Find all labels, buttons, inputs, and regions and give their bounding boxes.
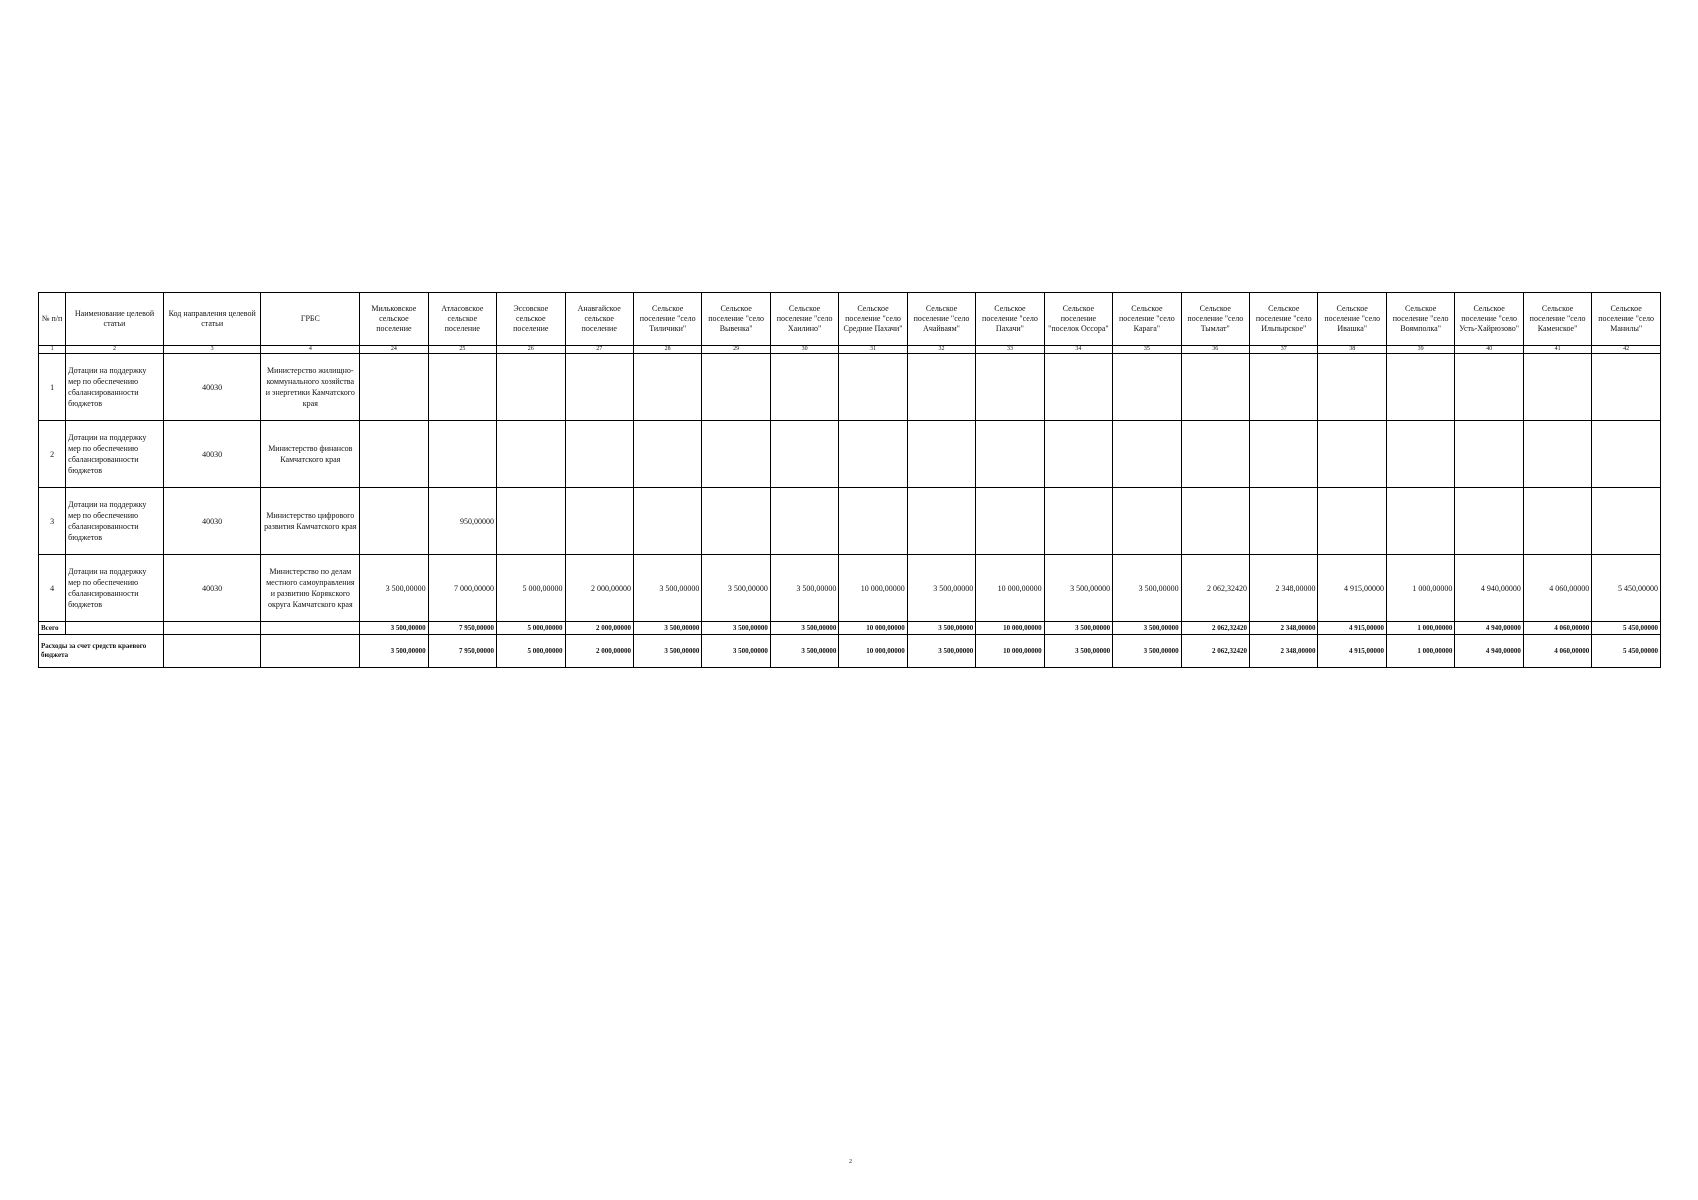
row-value bbox=[565, 354, 633, 421]
row-value bbox=[839, 354, 907, 421]
expenses-value: 3 500,00000 bbox=[907, 635, 975, 668]
row-grbs: Министерство цифрового развития Камчатского края bbox=[261, 488, 360, 555]
total-value: 2 000,00000 bbox=[565, 622, 633, 635]
row-code: 40030 bbox=[163, 488, 261, 555]
row-name: Дотации на поддержку мер по обеспечению сбалансированности бюджетов bbox=[66, 555, 164, 622]
row-value: 7 000,00000 bbox=[428, 555, 496, 622]
row-value bbox=[1318, 488, 1386, 555]
header-settlement: Сельское поселение "село Каменское" bbox=[1523, 293, 1591, 346]
row-value bbox=[770, 488, 838, 555]
column-number: 38 bbox=[1318, 346, 1386, 354]
column-number: 4 bbox=[261, 346, 360, 354]
total-value: 5 000,00000 bbox=[497, 622, 565, 635]
row-value bbox=[1181, 421, 1249, 488]
row-value bbox=[1318, 354, 1386, 421]
total-value: 3 500,00000 bbox=[360, 622, 428, 635]
row-value: 2 348,00000 bbox=[1250, 555, 1318, 622]
expenses-value: 5 450,00000 bbox=[1592, 635, 1661, 668]
header-settlement: Сельское поселение "село Усть-Хайрюзово" bbox=[1455, 293, 1523, 346]
row-value: 3 500,00000 bbox=[770, 555, 838, 622]
column-number: 36 bbox=[1181, 346, 1249, 354]
row-value bbox=[1113, 421, 1181, 488]
column-number: 30 bbox=[770, 346, 838, 354]
budget-table bbox=[38, 292, 1661, 668]
expenses-value: 3 500,00000 bbox=[702, 635, 770, 668]
column-number: 37 bbox=[1250, 346, 1318, 354]
expenses-value: 4 915,00000 bbox=[1318, 635, 1386, 668]
header-settlement: Сельское поселение "село Хаилино" bbox=[770, 293, 838, 346]
header-settlement: Сельское поселение "село Ивашка" bbox=[1318, 293, 1386, 346]
row-value bbox=[497, 488, 565, 555]
header-settlement: Сельское поселение "село Карага" bbox=[1113, 293, 1181, 346]
row-value bbox=[1113, 354, 1181, 421]
row-value bbox=[1250, 421, 1318, 488]
row-value bbox=[1523, 421, 1591, 488]
expenses-value: 2 348,00000 bbox=[1250, 635, 1318, 668]
row-value: 2 062,32420 bbox=[1181, 555, 1249, 622]
row-value bbox=[702, 488, 770, 555]
row-value: 4 060,00000 bbox=[1523, 555, 1591, 622]
total-value: 2 062,32420 bbox=[1181, 622, 1249, 635]
header-row bbox=[39, 293, 1661, 346]
row-code: 40030 bbox=[163, 354, 261, 421]
row-value bbox=[839, 421, 907, 488]
column-number: 32 bbox=[907, 346, 975, 354]
expenses-empty bbox=[163, 635, 261, 668]
row-grbs: Министерство жилищно-коммунального хозяйства и энергетики Камчатского края bbox=[261, 354, 360, 421]
total-value: 10 000,00000 bbox=[839, 622, 907, 635]
expenses-value: 2 000,00000 bbox=[565, 635, 633, 668]
row-value bbox=[1386, 354, 1454, 421]
header-settlement: Сельское поселение "село Средние Пахачи" bbox=[839, 293, 907, 346]
row-code: 40030 bbox=[163, 555, 261, 622]
table-row bbox=[39, 421, 1661, 488]
row-value bbox=[839, 488, 907, 555]
row-value bbox=[1523, 354, 1591, 421]
expenses-value: 4 060,00000 bbox=[1523, 635, 1591, 668]
header-settlement: Сельское поселение "село Вывенка" bbox=[702, 293, 770, 346]
expenses-value: 3 500,00000 bbox=[360, 635, 428, 668]
row-value bbox=[1044, 354, 1112, 421]
row-value bbox=[633, 421, 701, 488]
row-value bbox=[1181, 488, 1249, 555]
expenses-value: 5 000,00000 bbox=[497, 635, 565, 668]
expenses-value: 3 500,00000 bbox=[770, 635, 838, 668]
total-value: 10 000,00000 bbox=[976, 622, 1044, 635]
column-number: 39 bbox=[1386, 346, 1454, 354]
row-value: 3 500,00000 bbox=[360, 555, 428, 622]
row-value: 10 000,00000 bbox=[976, 555, 1044, 622]
expenses-empty bbox=[261, 635, 360, 668]
column-number: 41 bbox=[1523, 346, 1591, 354]
header-grbs: ГРБС bbox=[261, 293, 360, 346]
row-value bbox=[1592, 421, 1661, 488]
header-num: № п/п bbox=[39, 293, 66, 346]
header-settlement: Атласовское сельское поселение bbox=[428, 293, 496, 346]
row-value bbox=[565, 421, 633, 488]
row-value bbox=[907, 421, 975, 488]
row-value: 5 000,00000 bbox=[497, 555, 565, 622]
column-number: 2 bbox=[66, 346, 164, 354]
row-name: Дотации на поддержку мер по обеспечению сбалансированности бюджетов bbox=[66, 488, 164, 555]
header-name: Наименование целевой статьи bbox=[66, 293, 164, 346]
expenses-label: Расходы за счет средств краевого бюджета bbox=[39, 635, 164, 668]
total-value: 4 915,00000 bbox=[1318, 622, 1386, 635]
header-settlement: Сельское поселение "село Ачайваям" bbox=[907, 293, 975, 346]
row-value: 4 915,00000 bbox=[1318, 555, 1386, 622]
total-value: 3 500,00000 bbox=[1044, 622, 1112, 635]
total-value: 3 500,00000 bbox=[770, 622, 838, 635]
expenses-row bbox=[39, 635, 1661, 668]
column-number: 28 bbox=[633, 346, 701, 354]
row-value bbox=[1318, 421, 1386, 488]
total-value: 4 940,00000 bbox=[1455, 622, 1523, 635]
row-value bbox=[1250, 354, 1318, 421]
row-value bbox=[770, 421, 838, 488]
row-value bbox=[907, 488, 975, 555]
row-value bbox=[1592, 354, 1661, 421]
header-settlement: Эссовское сельское поселение bbox=[497, 293, 565, 346]
column-number: 24 bbox=[360, 346, 428, 354]
expenses-value: 3 500,00000 bbox=[1113, 635, 1181, 668]
column-number: 31 bbox=[839, 346, 907, 354]
row-value bbox=[1113, 488, 1181, 555]
header-settlement: Сельское поселение "село Манилы" bbox=[1592, 293, 1661, 346]
row-value bbox=[770, 354, 838, 421]
row-value bbox=[1250, 488, 1318, 555]
total-row bbox=[39, 622, 1661, 635]
row-value: 3 500,00000 bbox=[1113, 555, 1181, 622]
row-value bbox=[428, 354, 496, 421]
column-number: 29 bbox=[702, 346, 770, 354]
row-value bbox=[1455, 488, 1523, 555]
column-number: 3 bbox=[163, 346, 261, 354]
table-row bbox=[39, 488, 1661, 555]
column-number: 1 bbox=[39, 346, 66, 354]
expenses-value: 3 500,00000 bbox=[633, 635, 701, 668]
table-row bbox=[39, 354, 1661, 421]
row-value bbox=[976, 421, 1044, 488]
row-value bbox=[1181, 354, 1249, 421]
row-value bbox=[497, 354, 565, 421]
total-value: 4 060,00000 bbox=[1523, 622, 1591, 635]
row-value bbox=[1044, 421, 1112, 488]
row-value: 2 000,00000 bbox=[565, 555, 633, 622]
row-value bbox=[428, 421, 496, 488]
row-value bbox=[1386, 421, 1454, 488]
row-value: 5 450,00000 bbox=[1592, 555, 1661, 622]
row-value bbox=[1455, 354, 1523, 421]
row-value bbox=[360, 488, 428, 555]
total-label: Всего bbox=[39, 622, 66, 635]
header-settlement: Сельское поселение "село Ильпырское" bbox=[1250, 293, 1318, 346]
column-number: 35 bbox=[1113, 346, 1181, 354]
row-value: 3 500,00000 bbox=[633, 555, 701, 622]
expenses-value: 4 940,00000 bbox=[1455, 635, 1523, 668]
header-settlement: Сельское поселение "село Тымлат" bbox=[1181, 293, 1249, 346]
row-number: 3 bbox=[39, 488, 66, 555]
header-settlement: Сельское поселение "поселок Оссора" bbox=[1044, 293, 1112, 346]
row-value: 3 500,00000 bbox=[1044, 555, 1112, 622]
row-value: 950,00000 bbox=[428, 488, 496, 555]
column-number: 34 bbox=[1044, 346, 1112, 354]
header-settlement: Мильковское сельское поселение bbox=[360, 293, 428, 346]
total-value: 5 450,00000 bbox=[1592, 622, 1661, 635]
column-number: 25 bbox=[428, 346, 496, 354]
row-grbs: Министерство по делам местного самоуправления и развитию Корякского округа Камчатского края bbox=[261, 555, 360, 622]
row-value: 1 000,00000 bbox=[1386, 555, 1454, 622]
expenses-value: 10 000,00000 bbox=[839, 635, 907, 668]
row-value bbox=[1592, 488, 1661, 555]
row-value bbox=[565, 488, 633, 555]
expenses-value: 2 062,32420 bbox=[1181, 635, 1249, 668]
total-empty bbox=[261, 622, 360, 635]
row-value bbox=[702, 421, 770, 488]
row-value bbox=[976, 488, 1044, 555]
table-body bbox=[39, 293, 1661, 668]
total-value: 1 000,00000 bbox=[1386, 622, 1454, 635]
total-value: 3 500,00000 bbox=[633, 622, 701, 635]
header-settlement: Анавгайское сельское поселение bbox=[565, 293, 633, 346]
expenses-value: 10 000,00000 bbox=[976, 635, 1044, 668]
expenses-value: 1 000,00000 bbox=[1386, 635, 1454, 668]
row-value bbox=[1044, 488, 1112, 555]
expenses-value: 7 950,00000 bbox=[428, 635, 496, 668]
column-number: 40 bbox=[1455, 346, 1523, 354]
column-number-row bbox=[39, 346, 1661, 354]
row-number: 4 bbox=[39, 555, 66, 622]
table-row bbox=[39, 555, 1661, 622]
total-value: 3 500,00000 bbox=[1113, 622, 1181, 635]
total-value: 3 500,00000 bbox=[907, 622, 975, 635]
row-value bbox=[1523, 488, 1591, 555]
row-name: Дотации на поддержку мер по обеспечению сбалансированности бюджетов bbox=[66, 354, 164, 421]
row-value: 3 500,00000 bbox=[702, 555, 770, 622]
header-settlement: Сельское поселение "село Пахачи" bbox=[976, 293, 1044, 346]
row-value bbox=[360, 421, 428, 488]
row-value: 3 500,00000 bbox=[907, 555, 975, 622]
budget-table-sheet bbox=[38, 292, 1661, 668]
page-number: 2 bbox=[849, 1159, 852, 1165]
row-value bbox=[907, 354, 975, 421]
column-number: 33 bbox=[976, 346, 1044, 354]
row-value bbox=[1455, 421, 1523, 488]
row-grbs: Министерство финансов Камчатского края bbox=[261, 421, 360, 488]
total-value: 3 500,00000 bbox=[702, 622, 770, 635]
row-number: 1 bbox=[39, 354, 66, 421]
total-value: 7 950,00000 bbox=[428, 622, 496, 635]
header-settlement: Сельское поселение "село Воямполка" bbox=[1386, 293, 1454, 346]
row-value bbox=[702, 354, 770, 421]
row-name: Дотации на поддержку мер по обеспечению сбалансированности бюджетов bbox=[66, 421, 164, 488]
total-empty bbox=[163, 622, 261, 635]
header-code: Код направления целевой статьи bbox=[163, 293, 261, 346]
row-value bbox=[633, 488, 701, 555]
total-empty bbox=[66, 622, 164, 635]
column-number: 42 bbox=[1592, 346, 1661, 354]
column-number: 26 bbox=[497, 346, 565, 354]
row-code: 40030 bbox=[163, 421, 261, 488]
row-value: 4 940,00000 bbox=[1455, 555, 1523, 622]
header-settlement: Сельское поселение "село Тиличики" bbox=[633, 293, 701, 346]
total-value: 2 348,00000 bbox=[1250, 622, 1318, 635]
expenses-value: 3 500,00000 bbox=[1044, 635, 1112, 668]
row-value bbox=[360, 354, 428, 421]
row-value bbox=[497, 421, 565, 488]
row-number: 2 bbox=[39, 421, 66, 488]
row-value: 10 000,00000 bbox=[839, 555, 907, 622]
row-value bbox=[1386, 488, 1454, 555]
column-number: 27 bbox=[565, 346, 633, 354]
row-value bbox=[976, 354, 1044, 421]
row-value bbox=[633, 354, 701, 421]
